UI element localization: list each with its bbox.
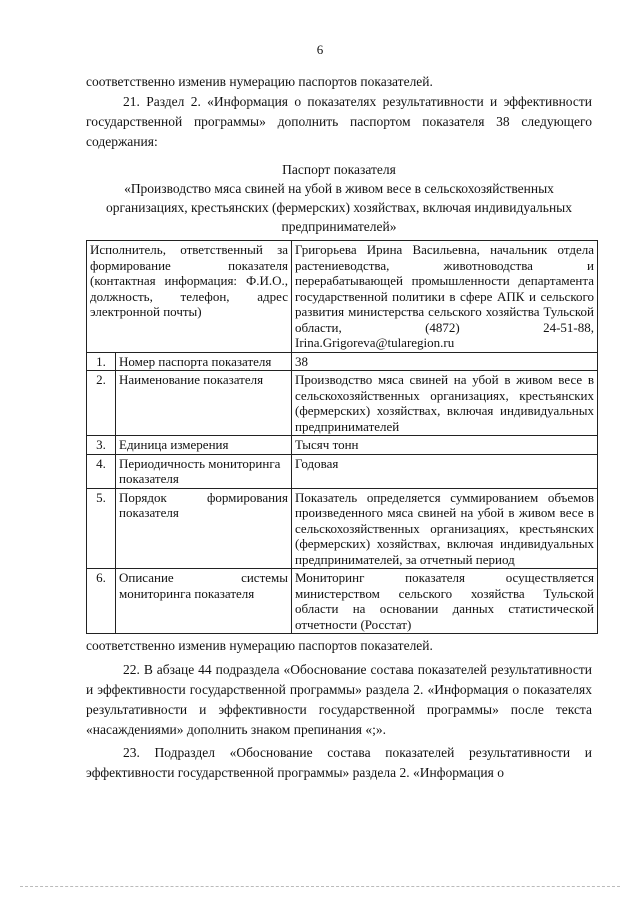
row-value: 38: [292, 352, 598, 371]
row-label: Наименование показателя: [116, 371, 292, 436]
table-row: [87, 454, 598, 488]
row-value: Мониторинг показателя осуществляется министерством сельского хозяйства Тульской области на основании данных статистической отчетности (Росстат): [292, 569, 598, 634]
row-value: Тысяч тонн: [292, 436, 598, 455]
table-row-executor: [87, 241, 598, 353]
passport-subtitle: «Производство мяса свиней на убой в живом весе в сельскохозяйственных организациях, крестьянских (фермерских) хозяйствах, включая индивидуальных предпринимателей»: [105, 181, 572, 234]
footer-divider: [20, 886, 620, 888]
table-row: [87, 352, 598, 371]
row-number: 2.: [87, 371, 116, 436]
table-row: [87, 488, 598, 569]
intro-line: соответственно изменив нумерацию паспортов показателей.: [86, 74, 433, 89]
row-value: Показатель определяется суммированием объемов произведенного мяса свиней на убой в живом весе в сельскохозяйственных организациях, крестьянских (фермерских) хозяйствах, включая индивидуальных предпринимателей, за отчетный период: [292, 488, 598, 569]
table-row: [87, 436, 598, 455]
row-label: Единица измерения: [116, 436, 292, 455]
row-number: 6.: [87, 569, 116, 634]
row-label: Порядок формирования показателя: [116, 488, 292, 569]
executor-value: Григорьева Ирина Васильевна, начальник отдела растениеводства, животноводства и перерабатывающей промышленности департамента государственной политики в сфере АПК и сельского развития министерства сельского хозяйства Тульской области, (4872) 24-51-88, Irina.Grigoreva@tularegion.ru: [292, 241, 598, 353]
paragraph-22: 22. В абзаце 44 подраздела «Обоснование состава показателей результативности и эффективности государственной программы» раздела 2. «Информация о показателях результативности и эффективности государственной программы» после текста «насаждениями» дополнить знаком препинания «;».: [86, 662, 592, 737]
row-number: 5.: [87, 488, 116, 569]
row-value: Годовая: [292, 454, 598, 488]
after-table-line: соответственно изменив нумерацию паспортов показателей.: [86, 638, 433, 653]
paragraph-21: 21. Раздел 2. «Информация о показателях результативности и эффективности государственной программы» дополнить паспортом показателя 38 следующего содержания:: [86, 94, 592, 149]
table-row: [87, 371, 598, 436]
table-row: [87, 569, 598, 634]
paragraph-23: 23. Подраздел «Обоснование состава показателей результативности и эффективности государственной программы» раздела 2. «Информация о: [86, 745, 592, 780]
row-label: Периодичность мониторинга показателя: [116, 454, 292, 488]
row-label: Номер паспорта показателя: [116, 352, 292, 371]
page-number: 6: [316, 42, 324, 57]
passport-title: Паспорт показателя: [282, 162, 396, 177]
row-number: 1.: [87, 352, 116, 371]
row-label: Описание системы мониторинга показателя: [116, 569, 292, 634]
row-number: 3.: [87, 436, 116, 455]
executor-label: Исполнитель, ответственный за формирование показателя (контактная информация: Ф.И.О., должность, телефон, адрес электронной почты): [87, 241, 292, 353]
row-value: Производство мяса свиней на убой в живом весе в сельскохозяйственных организациях, крестьянских (фермерских) хозяйствах, включая индивидуальных предпринимателей: [292, 371, 598, 436]
row-number: 4.: [87, 454, 116, 488]
passport-table: [86, 240, 598, 634]
